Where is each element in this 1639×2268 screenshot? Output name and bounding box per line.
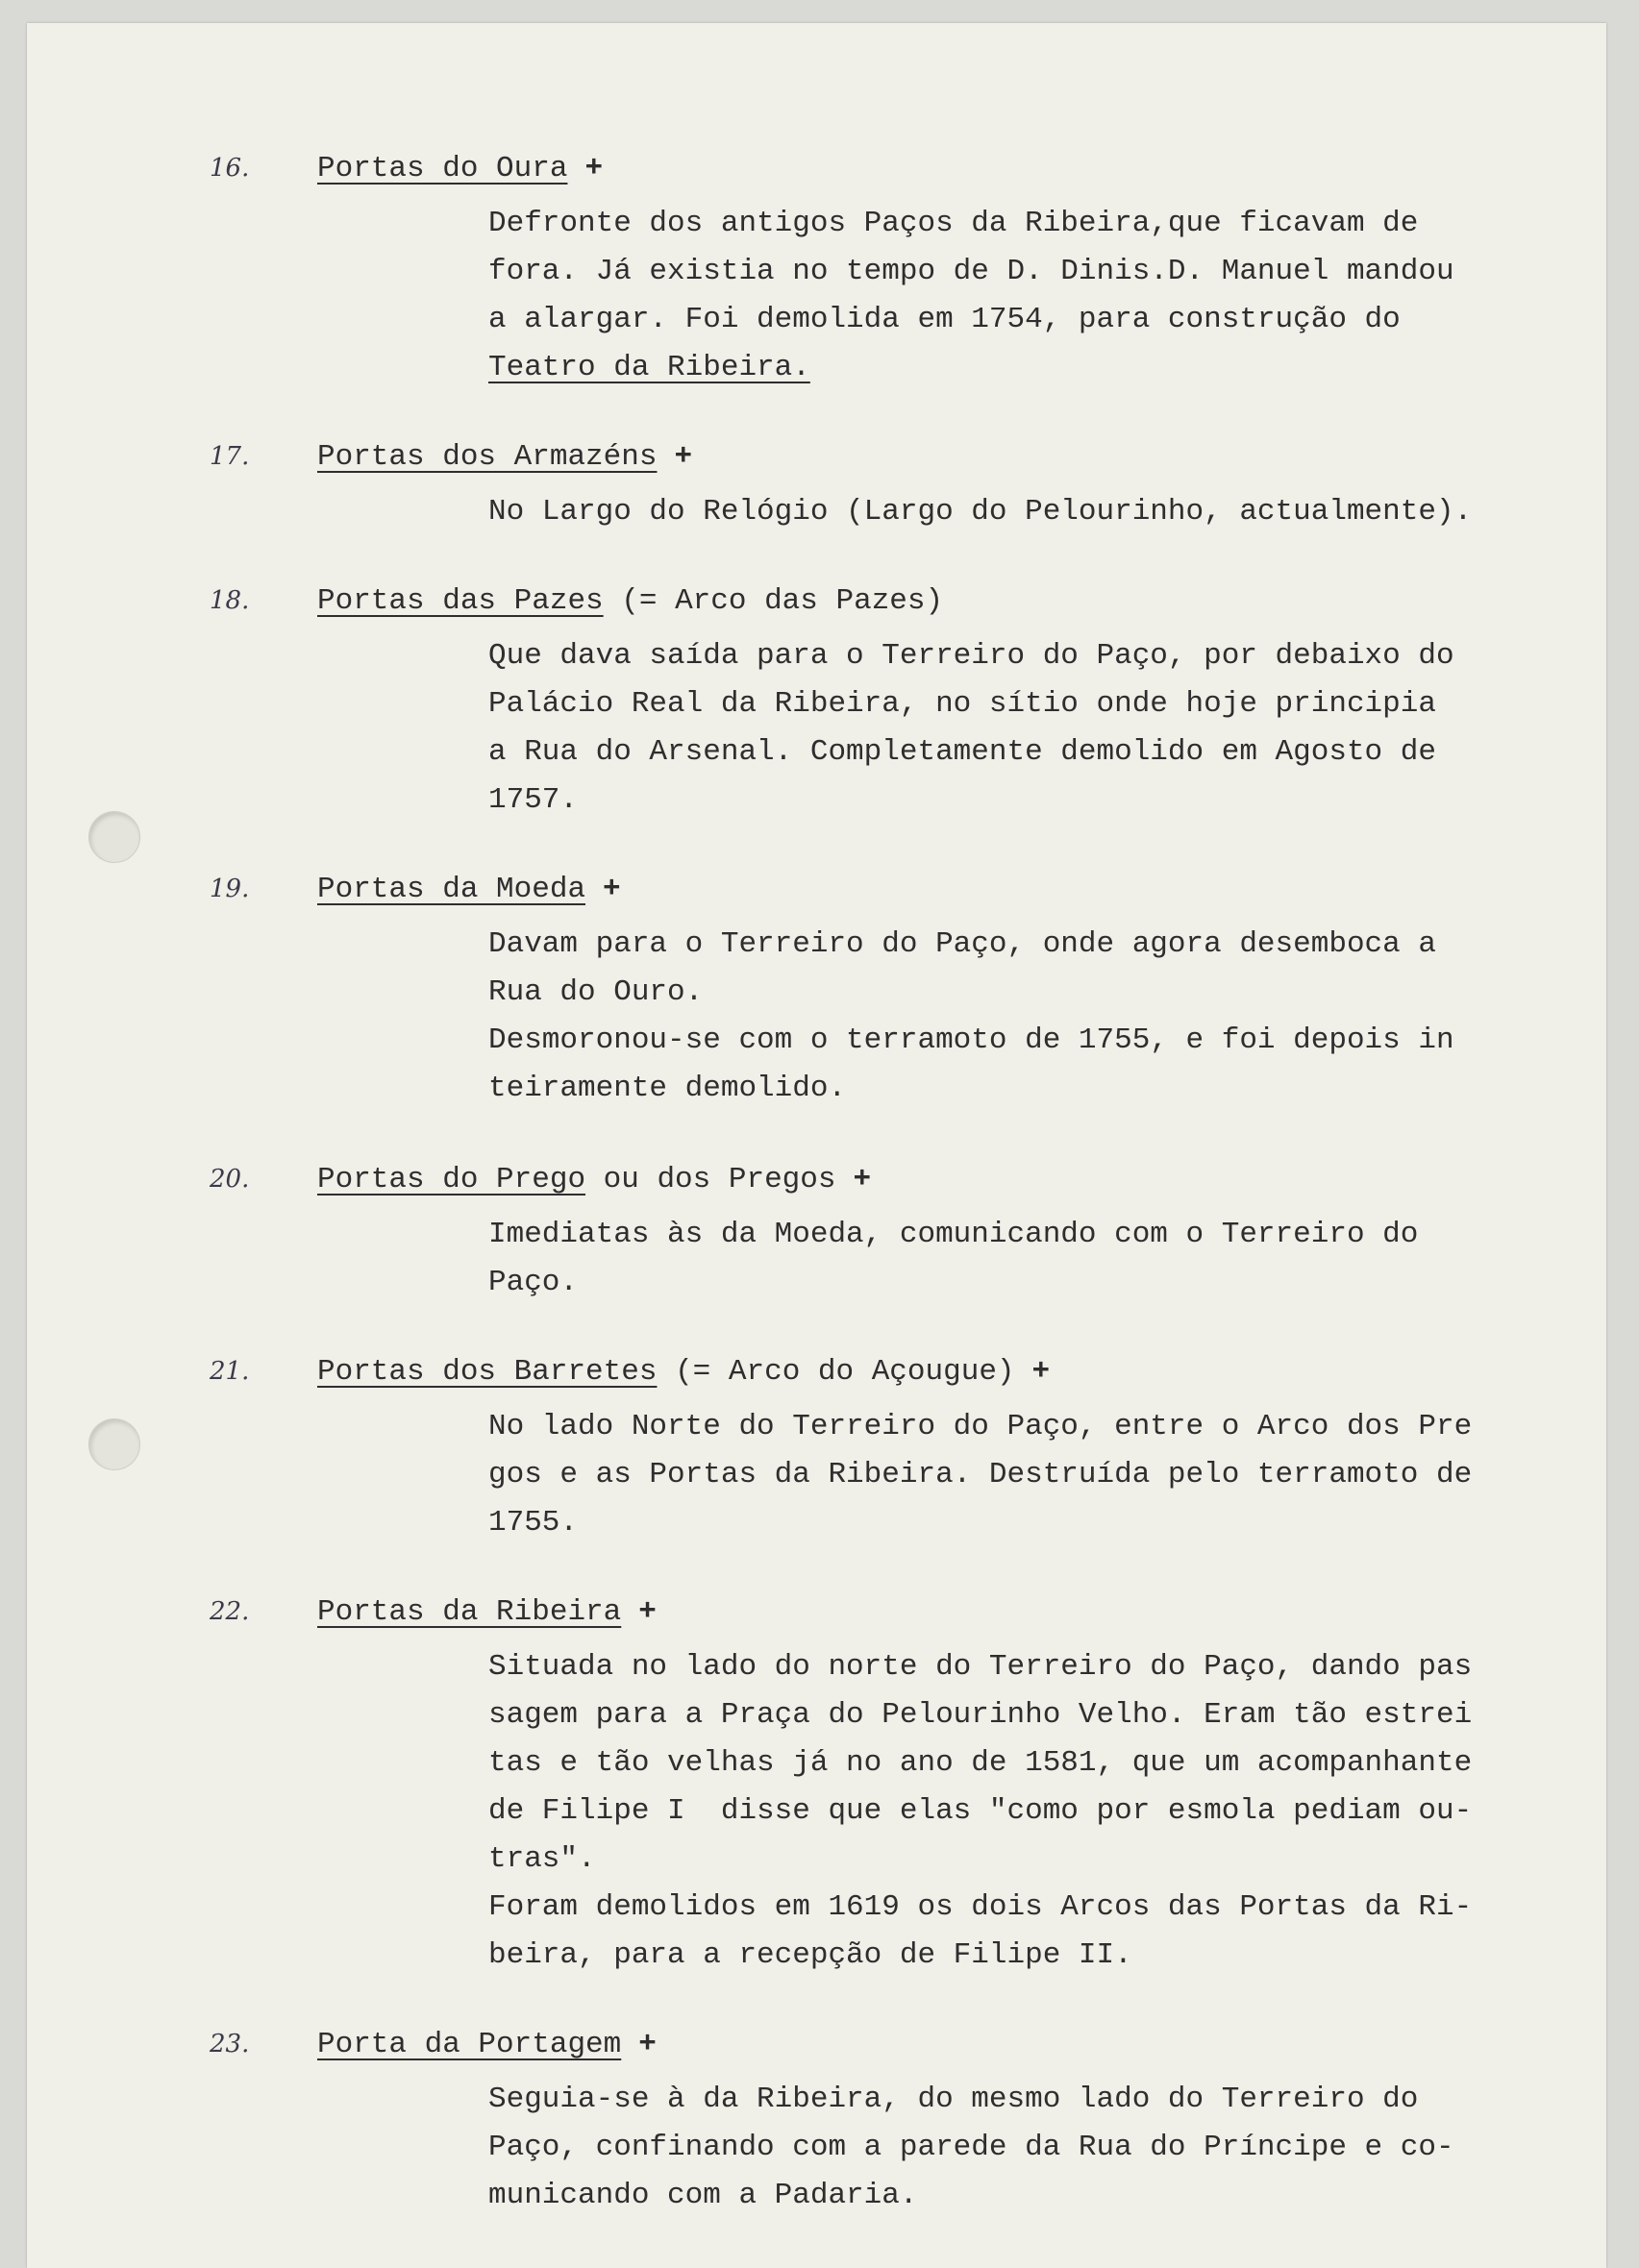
entry-number: 17. [210,442,250,471]
entry-line: Teatro da Ribeira. [488,351,810,384]
entry-title-rest: (= Arco do Açougue) [657,1355,1015,1389]
document-page [27,23,1606,2268]
entry-description [488,1643,1472,1980]
entry-line: Paço. [488,1266,579,1299]
entry-line: Que dava saída para o Terreiro do Paço, por debaixo do [488,639,1454,673]
entry-title-underlined: Portas da Ribeira [317,1595,622,1629]
entry-line: beira, para a recepção de Filipe II. [488,1938,1132,1972]
entry-title-underlined: Porta da Portagem [317,2028,622,2061]
entry-title-underlined: Portas da Moeda [317,873,586,906]
entry-title [317,1355,1050,1389]
cross-mark: + [584,152,604,185]
entry-number: 21. [210,1357,250,1386]
entry-description [488,632,1454,825]
entry-line: Rua do Ouro. [488,975,704,1009]
entry-line: Palácio Real da Ribeira, no sítio onde hoje principia [488,687,1436,721]
entry-number: 19. [210,875,250,903]
entry-line: Defronte dos antigos Paços da Ribeira,que ficavam de [488,207,1419,240]
entry-line: tras". [488,1842,596,1876]
entry-title [317,873,621,906]
punch-hole-top [88,811,140,863]
entry-description [488,200,1454,392]
entry-line: gos e as Portas da Ribeira. Destruída pelo terramoto de [488,1458,1473,1491]
entry-title-rest: (= Arco das Pazes) [603,584,944,618]
entry-title [317,584,960,618]
entry-number: 16. [210,154,250,183]
entry-line: 1755. [488,1506,579,1540]
cross-mark: + [638,1595,657,1629]
entry-description [488,2076,1454,2220]
entry-line: a alargar. Foi demolida em 1754, para construção do [488,303,1401,336]
entry-line: sagem para a Praça do Pelourinho Velho. Eram tão estrei [488,1698,1473,1732]
entry-title-underlined: Portas do Oura [317,152,568,185]
entry-title [317,152,603,185]
entry-title-underlined: Portas do Prego [317,1163,586,1196]
entry-number: 18. [210,586,250,615]
entry-line: Paço, confinando com a parede da Rua do Príncipe e co- [488,2131,1454,2164]
cross-mark: + [1031,1355,1051,1389]
entry-line: 1757. [488,783,579,817]
entry-line: No lado Norte do Terreiro do Paço, entre o Arco dos Pre [488,1410,1473,1443]
entry-line: de Filipe I disse que elas "como por esmola pediam ou- [488,1794,1473,1828]
entry-title [317,2028,657,2061]
entry-description [488,921,1454,1113]
entry-line: Desmoronou-se com o terramoto de 1755, e foi depois in [488,1023,1454,1057]
cross-mark: + [638,2028,657,2061]
entry-line: Foram demolidos em 1619 os dois Arcos das Portas da Ri- [488,1890,1473,1924]
entry-line: municando com a Padaria. [488,2179,918,2212]
entry-line: No Largo do Relógio (Largo do Pelourinho, actualmente). [488,495,1473,529]
entry-description [488,1211,1418,1307]
cross-mark: + [674,440,693,474]
entry-number: 23. [210,2030,250,2058]
entry-description [488,1403,1472,1547]
entry-line: teiramente demolido. [488,1072,847,1105]
entry-line: Seguia-se à da Ribeira, do mesmo lado do Terreiro do [488,2083,1419,2116]
entry-title-underlined: Portas das Pazes [317,584,604,618]
entry-title [317,440,692,474]
entry-title-underlined: Portas dos Barretes [317,1355,658,1389]
entry-number: 20. [210,1165,250,1194]
entry-line: Imediatas às da Moeda, comunicando com o Terreiro do [488,1218,1419,1251]
entry-title [317,1163,871,1196]
cross-mark: + [603,873,621,906]
entry-description [488,488,1472,536]
entry-title-rest: ou dos Pregos [585,1163,836,1196]
entry-number: 22. [210,1597,250,1626]
cross-mark: + [853,1163,872,1196]
entry-title [317,1595,657,1629]
entry-line: a Rua do Arsenal. Completamente demolido em Agosto de [488,735,1436,769]
entry-title-underlined: Portas dos Armazéns [317,440,658,474]
entry-line: Situada no lado do norte do Terreiro do Paço, dando pas [488,1650,1473,1684]
entry-line: fora. Já existia no tempo de D. Dinis.D. Manuel mandou [488,255,1454,288]
entry-line: tas e tão velhas já no ano de 1581, que um acompanhante [488,1746,1473,1780]
entry-line: Davam para o Terreiro do Paço, onde agora desemboca a [488,927,1436,961]
punch-hole-bottom [88,1418,140,1470]
